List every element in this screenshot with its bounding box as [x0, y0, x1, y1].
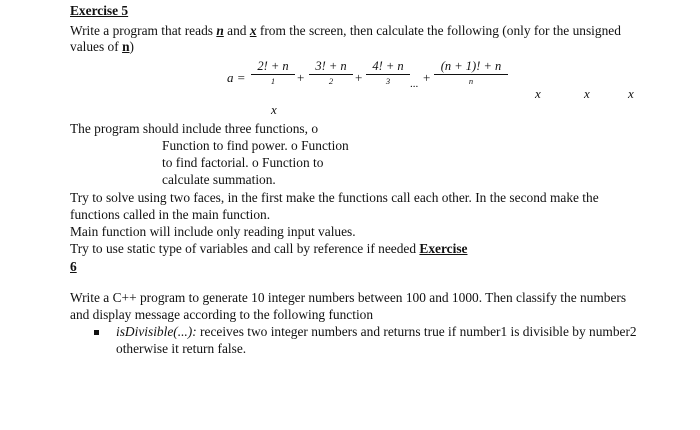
- paragraph-line-2: functions called in the main function.: [70, 207, 271, 222]
- fraction-2-denominator: 2: [328, 76, 334, 86]
- x-mark-4: x: [271, 102, 277, 117]
- paragraph-line-4: [70, 241, 467, 257]
- x-mark-2: x: [584, 86, 590, 101]
- plus-sign-3: +: [423, 70, 431, 85]
- fraction-4-bar: [434, 74, 508, 75]
- function-line-3: calculate summation.: [162, 172, 276, 187]
- fraction-3-numerator: 4! + n: [372, 59, 404, 73]
- paragraph-line-1: Try to solve using two faces, in the first make the functions call each other. In the second make the: [70, 190, 599, 205]
- intro-line-2: [70, 39, 134, 55]
- bullet-function-name: isDivisible(...):: [116, 324, 197, 339]
- exercise-6-heading-b: 6: [70, 259, 77, 274]
- fraction-1: [251, 59, 295, 86]
- exercise-5-heading: Exercise 5: [70, 3, 129, 18]
- fraction-3-bar: [366, 74, 410, 75]
- intro-close: ): [129, 39, 134, 54]
- fraction-4-numerator: (n + 1)! + n: [440, 59, 502, 73]
- ex6-line-1: Write a C++ program to generate 10 integer numbers between 100 and 1000. Then classify the numbers: [70, 290, 627, 305]
- ex6-line-2: and display message according to the following function: [70, 307, 374, 322]
- fraction-2-bar: [309, 74, 353, 75]
- fraction-1-numerator: 2! + n: [257, 59, 289, 73]
- intro-text-c: values of: [70, 39, 123, 54]
- exercise-6-heading-a: Exercise: [419, 241, 468, 256]
- intro-text-b: from the screen, then calculate the following (only for the unsigned: [256, 23, 621, 38]
- x-mark-3: x: [628, 86, 634, 101]
- intro-text-and: and: [223, 23, 250, 38]
- fraction-2: [309, 59, 353, 86]
- bullet-icon: [94, 330, 99, 335]
- ellipsis: ...: [410, 78, 419, 90]
- fraction-3: [366, 59, 410, 86]
- var-n: n: [216, 23, 224, 38]
- bullet-text: receives two integer numbers and returns true if number1 is divisible by number2: [196, 324, 637, 339]
- paragraph-line-3: Main function will include only reading input values.: [70, 224, 356, 239]
- intro-line-1: [70, 23, 621, 39]
- var-x: x: [249, 23, 257, 38]
- fraction-2-numerator: 3! + n: [315, 59, 347, 73]
- function-line-1: Function to find power. o Function: [162, 138, 349, 153]
- fraction-4: [434, 59, 508, 86]
- fraction-1-bar: [251, 74, 295, 75]
- fraction-4-denominator: n: [468, 76, 474, 86]
- fraction-3-denominator: 3: [385, 76, 391, 86]
- fraction-1-denominator: 1: [270, 76, 276, 86]
- function-line-2: to find factorial. o Function to: [162, 155, 324, 170]
- functions-intro: The program should include three functions, o: [70, 121, 319, 136]
- paragraph-line-4-text: Try to use static type of variables and call by reference if needed: [70, 241, 420, 256]
- bullet-line-2: otherwise it return false.: [116, 341, 247, 356]
- x-mark-1: x: [535, 86, 541, 101]
- plus-sign-2: +: [355, 70, 363, 85]
- bullet-line-1: [116, 324, 637, 340]
- intro-text-a: Write a program that reads: [70, 23, 217, 38]
- plus-sign-1: +: [297, 70, 305, 85]
- formula-lhs: a =: [227, 70, 246, 85]
- var-n-2: n: [122, 39, 130, 54]
